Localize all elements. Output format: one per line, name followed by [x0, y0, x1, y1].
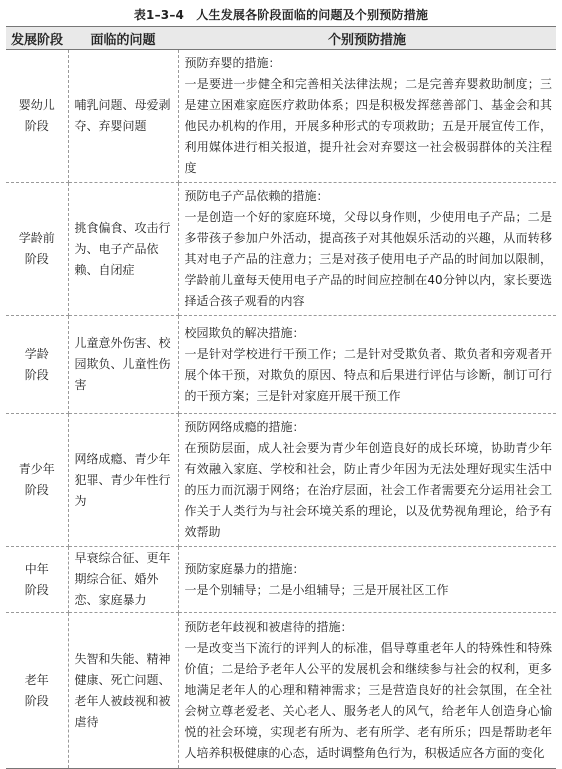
measures-cell	[178, 414, 556, 547]
problems-cell: 挑食偏食、攻击行为、电子产品依赖、自闭症	[68, 183, 178, 316]
measures-cell	[178, 183, 556, 316]
header-stage: 发展阶段	[6, 27, 68, 50]
measures-text: 一是个别辅导；二是小组辅导；三是开展社区工作	[184, 582, 449, 597]
stage-label: 婴幼儿	[18, 98, 55, 112]
stage-cell	[6, 50, 68, 183]
problems-cell: 儿童意外伤害、校园欺负、儿童性伤害	[68, 316, 178, 414]
table-row	[6, 414, 556, 547]
prevention-table	[6, 26, 556, 769]
table-row	[6, 183, 556, 316]
problems-cell: 哺乳问题、母爱剥夺、弃婴问题	[68, 50, 178, 183]
stage-label: 阶段	[24, 483, 49, 497]
table-caption: 表1–3–4 人生发展各阶段面临的问题及个别预防措施	[133, 8, 429, 22]
measures-text: 一是改变当下流行的评判人的标准，倡导尊重老年人的特殊性和特殊价值；二是给予老年人公平的发展机会和继续参与社会的权利，更多地满足老年人的心理和精神需求；三是营造良好的社会氛围，在全社会树立尊老爱老、关心老人、服务老人的风气，给老年人创造身心愉悦的社会环境，实现老有所为、老有所学、老有所乐；四是帮助老年人培养积极健康的心态，适时调整角色行为，积极适应各方面的变化	[184, 641, 552, 760]
measures-lead: 预防弃婴的措施：	[184, 56, 281, 70]
stage-label: 阶段	[24, 367, 49, 382]
stage-label: 阶段	[24, 693, 49, 708]
measures-text: 在预防层面，成人社会要为青少年创造良好的成长环境，协助青少年有效融入家庭、学校和社会，防止青少年因为无法处理好现实生活中的压力而沉溺于网络；在治疗层面，社会工作者需要充分运用社会工作关于人类行为与社会环境关系的理论，以及优势视角理论，给予有效帮助	[184, 441, 552, 539]
measures-text: 一是要进一步健全和完善相关法律法规；二是完善弃婴救助制度；三是建立困难家庭医疗救助体系；四是积极发挥慈善部门、基金会和其他民办机构的作用，开展多种形式的专项救助；五是开展宣传工作，利用媒体进行相关报道，提升社会对弃婴这一社会极弱群体的关注程度	[184, 77, 552, 175]
measures-cell	[178, 50, 556, 183]
measures-cell	[178, 316, 556, 414]
header-row	[6, 27, 556, 50]
stage-label: 学龄前	[18, 231, 55, 245]
stage-cell	[6, 316, 68, 414]
measures-text: 一是创造一个好的家庭环境，父母以身作则，少使用电子产品；二是多带孩子参加户外活动，提高孩子对其他娱乐活动的兴趣，从而转移其对电子产品的注意力；三是对孩子使用电子产品的时间加以限制，学龄前儿童每天使用电子产品的时间应控制在40分钟以内，家长要选择适合孩子观看的内容	[184, 210, 552, 308]
stage-cell	[6, 613, 68, 769]
stage-label: 阶段	[24, 582, 49, 597]
stage-cell	[6, 183, 68, 316]
table-row	[6, 50, 556, 183]
measures-cell	[178, 547, 556, 613]
table-row	[6, 613, 556, 769]
stage-label: 老年	[24, 672, 49, 687]
table-row	[6, 547, 556, 613]
stage-cell	[6, 414, 68, 547]
header-problems: 面临的问题	[68, 27, 178, 50]
table-row	[6, 316, 556, 414]
measures-lead: 预防家庭暴力的措施：	[184, 561, 305, 576]
stage-label: 中年	[24, 561, 49, 576]
measures-lead: 预防老年歧视和被虐待的措施：	[184, 620, 353, 634]
header-measures: 个别预防措施	[178, 27, 556, 50]
stage-label: 学龄	[24, 346, 49, 361]
measures-lead: 预防电子产品依赖的措施：	[184, 189, 329, 203]
measures-cell	[178, 613, 556, 769]
stage-label: 阶段	[24, 119, 49, 133]
measures-lead: 校园欺负的解决措施：	[184, 325, 305, 340]
stage-label: 青少年	[18, 462, 55, 476]
problems-cell: 网络成瘾、青少年犯罪、青少年性行为	[68, 414, 178, 547]
stage-cell	[6, 547, 68, 613]
measures-lead: 预防网络成瘾的措施：	[184, 420, 305, 434]
stage-label: 阶段	[24, 252, 49, 266]
problems-cell: 失智和失能、精神健康、死亡问题、老年人被歧视和被虐待	[68, 613, 178, 769]
measures-text: 一是针对学校进行干预工作；二是针对受欺负者、欺负者和旁观者开展个体干预，对欺负的原因、特点和后果进行评估与诊断，制订可行的干预方案；三是针对家庭开展干预工作	[184, 346, 552, 403]
problems-cell: 早衰综合征、更年期综合征、婚外恋、家庭暴力	[68, 547, 178, 613]
